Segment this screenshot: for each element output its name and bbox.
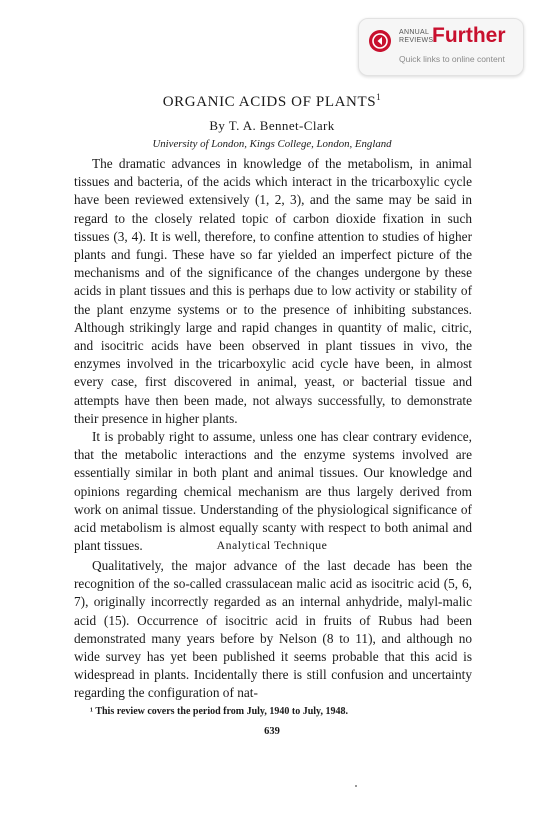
intro-text: [74, 155, 472, 555]
further-arrow-icon: [369, 30, 391, 52]
article-affiliation: University of London, Kings College, London, England: [152, 138, 392, 150]
page-number: 639: [264, 726, 280, 737]
further-subtitle: Quick links to online content: [399, 54, 505, 64]
paragraph: It is probably right to assume, unless one has clear contrary evidence, that the metabolic interactions and the enzyme systems involved are essentially similar in both plant and animal tissues. Our knowledge and opinions regarding chemical mechanism are thus largely derived from work on animal tissue. Understanding of the physiological significance of acid metabolism is almost equally scanty with respect to both animal and plant tissues.: [74, 429, 472, 554]
further-badge[interactable]: [358, 18, 524, 76]
section-text: [74, 557, 472, 703]
article-title: ORGANIC ACIDS OF PLANTS$^1$: [162, 92, 382, 110]
paragraph: Qualitatively, the major advance of the last decade has been the recognition of the so-called crassulacean malic acid as isocitric acid (5, 6, 7), originally incorrectly regarded as an internal anhydride, malyl-malic acid (15). Occurrence of isocitric acid in fruits of Rubus had been demonstrated many years before by Nelson (8 to 11), and although no wide survey has yet been published it seems probable that this acid is widespread in plants. Incidentally there is still confusion and uncertainty regarding the configuration of nat-: [74, 558, 472, 701]
footnote: ¹ This review covers the period from July, 1940 to July, 1948.: [90, 706, 348, 717]
section-heading: Analytical Technique: [216, 538, 328, 552]
scan-speck: [355, 785, 357, 787]
further-logo-text: Further: [432, 24, 506, 47]
paragraph: The dramatic advances in knowledge of the metabolism, in animal tissues and bacteria, of the acids which interact in the tricarboxylic cycle have been reviewed extensively (1, 2, 3), and the same may be said in regard to the closely related topic of carbon dioxide fixation in such tissues (3, 4). It is well, therefore, to confine attention to studies of higher plants and fungi. These have so far yielded an imperfect picture of the mechanisms and of the significance of the changes undergone by these acids in plant tissues and this is perhaps due to low activity or stability of the plant enzyme systems or to the presence of inhibiting substances. Although strikingly large and rapid changes in quantity of malic, citric, and isocitric acids have been observed in plant tissues in vivo, the enzymes involved in the tricarboxylic acid cycle have been, in almost every case, first discovered in animal, yeast, or bacterial tissue and attempts have then been made, not always successfully, to demonstrate their presence in higher plants.: [74, 156, 472, 426]
title-footnote-mark: 1: [376, 92, 382, 102]
annual-reviews-logo-text: ANNUAL REVIEWS: [399, 29, 434, 44]
article-author: By T. A. Bennet-Clark: [209, 118, 335, 133]
